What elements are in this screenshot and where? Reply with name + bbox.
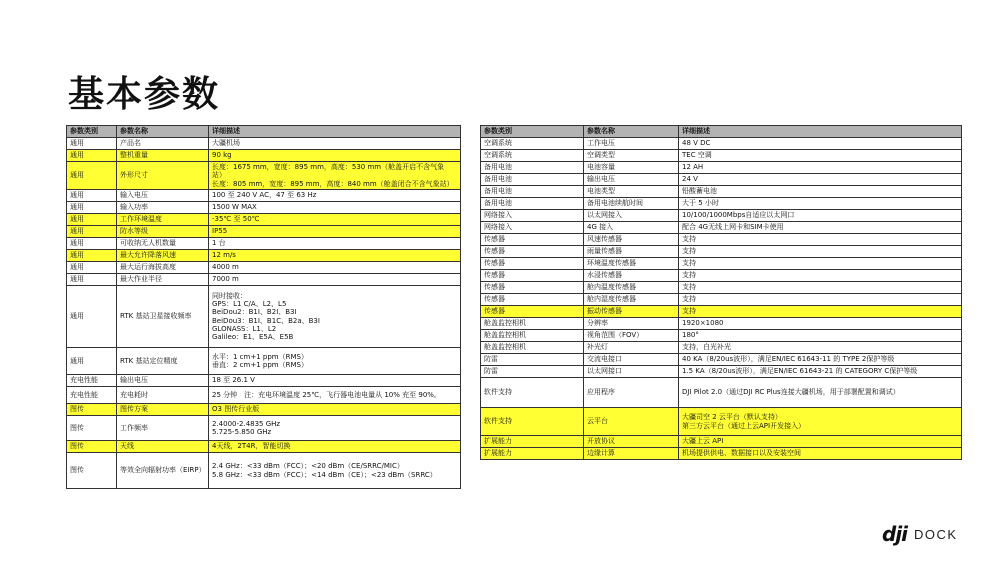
table-row (67, 441, 461, 453)
table-row (481, 186, 962, 198)
description-cell: 1.5 KA（8/20us波形），满足EN/IEC 61643-21 的 CATEGORY C保护等级 (679, 366, 962, 378)
description-cell: 大疆司空 2 云平台（默认支持） 第三方云平台（通过上云API开发接入） (679, 408, 962, 436)
description-cell: 长度：1675 mm，宽度：895 mm，高度：530 mm（舱盖开启不含气象站） 长度：805 mm，宽度：895 mm，高度：840 mm（舱盖闭合不含气象站） (209, 162, 461, 190)
description-cell: 4天线，2T4R，智能切换 (209, 441, 461, 453)
table-row (67, 202, 461, 214)
category-cell: 通用 (67, 274, 117, 286)
parameter-cell: 备用电池续航时间 (584, 198, 679, 210)
description-cell: 水平：1 cm+1 ppm（RMS） 垂直：2 cm+1 ppm（RMS） (209, 348, 461, 375)
description-cell: 大疆上云 API (679, 436, 962, 448)
parameter-cell: 应用程序 (584, 378, 679, 408)
description-cell: 1500 W MAX (209, 202, 461, 214)
table-row (481, 198, 962, 210)
table-row (481, 282, 962, 294)
parameter-cell: 雨量传感器 (584, 246, 679, 258)
description-cell: 支持 (679, 270, 962, 282)
category-cell: 备用电池 (481, 198, 584, 210)
left-table-header (67, 126, 461, 138)
category-cell: 传感器 (481, 234, 584, 246)
description-cell: 2.4000-2.4835 GHz 5.725-5.850 GHz (209, 416, 461, 441)
parameter-cell: 交流电接口 (584, 354, 679, 366)
parameter-cell: 云平台 (584, 408, 679, 436)
category-cell: 软件支持 (481, 408, 584, 436)
table-row (481, 378, 962, 408)
table-row (481, 436, 962, 448)
description-cell: DJI Pilot 2.0（通过DJI RC Plus连接大疆机场，用于部署配置和调试） (679, 378, 962, 408)
category-cell: 传感器 (481, 282, 584, 294)
table-row (67, 162, 461, 190)
parameter-cell: 视角范围（FOV） (584, 330, 679, 342)
description-cell: 铅酸蓄电池 (679, 186, 962, 198)
category-cell: 传感器 (481, 306, 584, 318)
table-row (67, 150, 461, 162)
header-cell: 参数类别 (481, 126, 584, 138)
header-cell: 参数名称 (584, 126, 679, 138)
category-cell: 扩展能力 (481, 436, 584, 448)
parameter-cell: 舱内湿度传感器 (584, 294, 679, 306)
parameter-cell: 以太网接入 (584, 210, 679, 222)
table-row (481, 448, 962, 460)
parameter-cell: 补光灯 (584, 342, 679, 354)
right-table-header (481, 126, 962, 138)
parameter-cell: RTK 基站定位精度 (117, 348, 209, 375)
parameter-cell: 天线 (117, 441, 209, 453)
table-row (67, 416, 461, 441)
category-cell: 传感器 (481, 270, 584, 282)
parameter-cell: 输出电压 (584, 174, 679, 186)
parameter-cell: 整机重量 (117, 150, 209, 162)
parameter-cell: 图传方案 (117, 404, 209, 416)
table-row (481, 150, 962, 162)
table-row (481, 330, 962, 342)
category-cell: 空调系统 (481, 150, 584, 162)
category-cell: 传感器 (481, 258, 584, 270)
description-cell: -35℃ 至 50℃ (209, 214, 461, 226)
category-cell: 通用 (67, 238, 117, 250)
parameter-cell: 舱内温度传感器 (584, 282, 679, 294)
parameter-cell: 工作频率 (117, 416, 209, 441)
category-cell: 通用 (67, 286, 117, 348)
description-cell: 1 台 (209, 238, 461, 250)
header-cell: 参数名称 (117, 126, 209, 138)
table-row (481, 234, 962, 246)
parameter-cell: 4G 接入 (584, 222, 679, 234)
parameter-cell: 外形尺寸 (117, 162, 209, 190)
table-row (67, 274, 461, 286)
description-cell: 机场提供供电、数据接口以及安装空间 (679, 448, 962, 460)
description-cell: O3 图传行业版 (209, 404, 461, 416)
description-cell: 支持 (679, 306, 962, 318)
parameter-cell: RTK 基站卫星接收频率 (117, 286, 209, 348)
category-cell: 通用 (67, 162, 117, 190)
category-cell: 图传 (67, 416, 117, 441)
description-cell: 同时接收： GPS：L1 C/A、L2、L5 BeiDou2：B1I、B2I、B3I BeiDou3：B1I、B1C、B2a、B3I GLONASS：L1、L2 Galileo：E1、E5A、E5B (209, 286, 461, 348)
description-cell: 配合 4G无线上网卡和SIM卡使用 (679, 222, 962, 234)
category-cell: 通用 (67, 190, 117, 202)
table-row (481, 342, 962, 354)
parameter-cell: 风速传感器 (584, 234, 679, 246)
category-cell: 通用 (67, 226, 117, 238)
description-cell: 48 V DC (679, 138, 962, 150)
category-cell: 扩展能力 (481, 448, 584, 460)
parameter-cell: 空调类型 (584, 150, 679, 162)
product-name: DOCK (914, 526, 958, 542)
parameter-cell: 产品名 (117, 138, 209, 150)
description-cell: 10/100/1000Mbps自适应以太网口 (679, 210, 962, 222)
table-row (67, 226, 461, 238)
category-cell: 通用 (67, 150, 117, 162)
parameter-cell: 电池类型 (584, 186, 679, 198)
description-cell: IP55 (209, 226, 461, 238)
table-row (67, 453, 461, 489)
category-cell: 传感器 (481, 294, 584, 306)
table-row (481, 222, 962, 234)
description-cell: 大疆机场 (209, 138, 461, 150)
category-cell: 图传 (67, 441, 117, 453)
parameter-cell: 开放协议 (584, 436, 679, 448)
category-cell: 备用电池 (481, 186, 584, 198)
header-cell: 参数类别 (67, 126, 117, 138)
parameter-cell: 等效全向辐射功率（EIRP） (117, 453, 209, 489)
table-row (67, 238, 461, 250)
table-row (481, 138, 962, 150)
parameter-cell: 输入功率 (117, 202, 209, 214)
description-cell: 40 KA（8/20us波形），满足EN/IEC 61643-11 的 TYPE 2保护等级 (679, 354, 962, 366)
parameter-cell: 最大作业半径 (117, 274, 209, 286)
parameter-cell: 环境温度传感器 (584, 258, 679, 270)
category-cell: 充电性能 (67, 387, 117, 404)
table-row (67, 138, 461, 150)
parameter-cell: 工作环境温度 (117, 214, 209, 226)
parameter-cell: 边缘计算 (584, 448, 679, 460)
description-cell: 支持 (679, 282, 962, 294)
category-cell: 空调系统 (481, 138, 584, 150)
table-row (67, 262, 461, 274)
table-row (67, 375, 461, 387)
description-cell: 90 kg (209, 150, 461, 162)
table-row (481, 294, 962, 306)
category-cell: 舱盖监控相机 (481, 342, 584, 354)
table-row (481, 318, 962, 330)
description-cell: 支持 (679, 234, 962, 246)
table-row (481, 258, 962, 270)
table-row (481, 408, 962, 436)
category-cell: 图传 (67, 453, 117, 489)
parameter-cell: 以太网接口 (584, 366, 679, 378)
description-cell: 100 至 240 V AC，47 至 63 Hz (209, 190, 461, 202)
header-cell: 详细描述 (209, 126, 461, 138)
description-cell: TEC 空调 (679, 150, 962, 162)
parameter-cell: 输出电压 (117, 375, 209, 387)
category-cell: 防雷 (481, 354, 584, 366)
category-cell: 防雷 (481, 366, 584, 378)
table-row (67, 348, 461, 375)
dji-logo-icon: dji (882, 522, 908, 546)
description-cell: 支持 (679, 294, 962, 306)
description-cell: 2.4 GHz：<33 dBm（FCC）；<20 dBm（CE/SRRC/MIC） 5.8 GHz：<33 dBm（FCC）；<14 dBm（CE）；<23 dBm（SRRC） (209, 453, 461, 489)
parameter-cell: 水浸传感器 (584, 270, 679, 282)
description-cell: 18 至 26.1 V (209, 375, 461, 387)
parameter-cell: 电池容量 (584, 162, 679, 174)
table-row (67, 387, 461, 404)
specs-table-left (66, 125, 461, 489)
table-row (481, 162, 962, 174)
dji-dock-logo (882, 522, 958, 546)
description-cell: 支持 (679, 258, 962, 270)
category-cell: 通用 (67, 262, 117, 274)
specs-table-right (480, 125, 962, 460)
description-cell: 支持，白光补光 (679, 342, 962, 354)
category-cell: 备用电池 (481, 162, 584, 174)
description-cell: 25 分钟 注：充电环境温度 25℃，飞行器电池电量从 10% 充至 90%。 (209, 387, 461, 404)
category-cell: 舱盖监控相机 (481, 330, 584, 342)
parameter-cell: 可收纳无人机数量 (117, 238, 209, 250)
header-cell: 详细描述 (679, 126, 962, 138)
category-cell: 网络接入 (481, 210, 584, 222)
description-cell: 180° (679, 330, 962, 342)
parameter-cell: 振动传感器 (584, 306, 679, 318)
category-cell: 通用 (67, 138, 117, 150)
table-row (67, 286, 461, 348)
description-cell: 4000 m (209, 262, 461, 274)
parameter-cell: 防水等级 (117, 226, 209, 238)
table-row (481, 366, 962, 378)
table-row (67, 250, 461, 262)
table-row (67, 404, 461, 416)
description-cell: 24 V (679, 174, 962, 186)
category-cell: 备用电池 (481, 174, 584, 186)
category-cell: 充电性能 (67, 375, 117, 387)
parameter-cell: 最大允许降落风速 (117, 250, 209, 262)
description-cell: 7000 m (209, 274, 461, 286)
category-cell: 传感器 (481, 246, 584, 258)
table-row (481, 354, 962, 366)
description-cell: 12 m/s (209, 250, 461, 262)
description-cell: 大于 5 小时 (679, 198, 962, 210)
category-cell: 通用 (67, 214, 117, 226)
table-row (481, 174, 962, 186)
parameter-cell: 充电耗时 (117, 387, 209, 404)
description-cell: 1920×1080 (679, 318, 962, 330)
parameter-cell: 分辨率 (584, 318, 679, 330)
category-cell: 通用 (67, 348, 117, 375)
parameter-cell: 输入电压 (117, 190, 209, 202)
description-cell: 支持 (679, 246, 962, 258)
table-row (67, 214, 461, 226)
table-row (481, 210, 962, 222)
category-cell: 通用 (67, 250, 117, 262)
category-cell: 舱盖监控相机 (481, 318, 584, 330)
parameter-cell: 工作电压 (584, 138, 679, 150)
table-row (67, 190, 461, 202)
parameter-cell: 最大运行海拔高度 (117, 262, 209, 274)
table-row (481, 246, 962, 258)
category-cell: 图传 (67, 404, 117, 416)
table-row (481, 270, 962, 282)
category-cell: 通用 (67, 202, 117, 214)
page-title: 基本参数 (68, 74, 221, 115)
category-cell: 网络接入 (481, 222, 584, 234)
category-cell: 软件支持 (481, 378, 584, 408)
table-row (481, 306, 962, 318)
description-cell: 12 AH (679, 162, 962, 174)
